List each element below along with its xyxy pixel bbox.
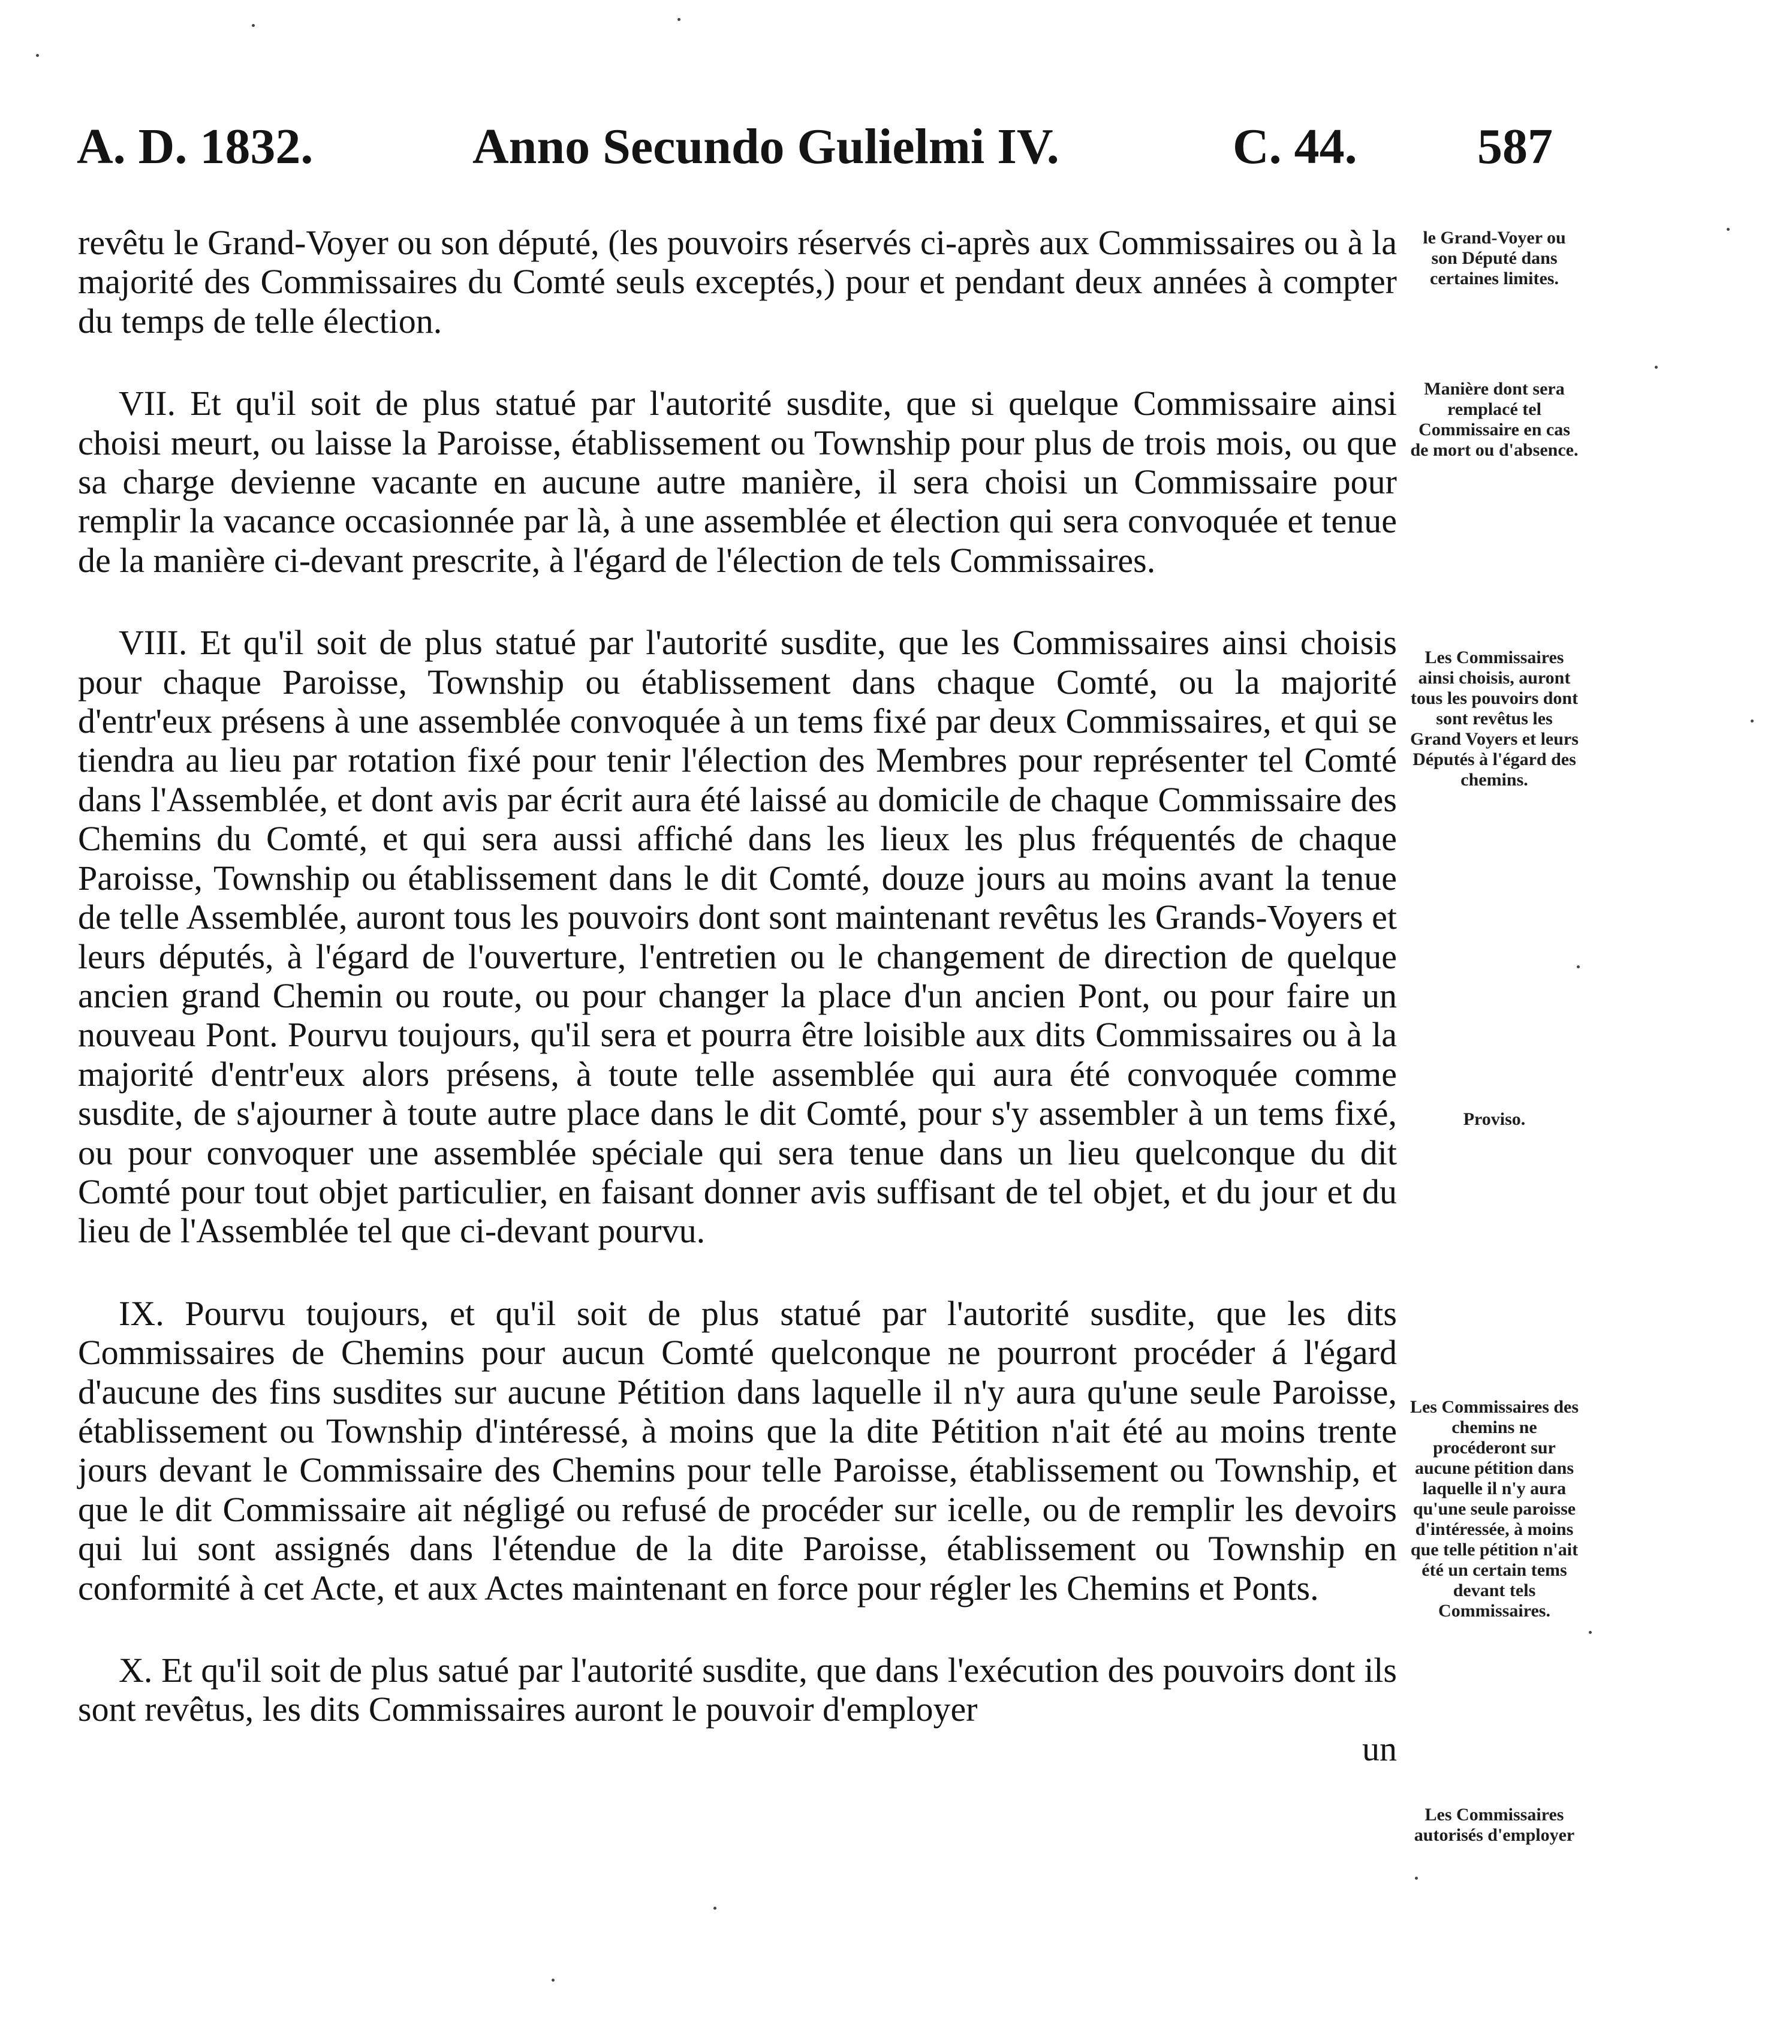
margin-note-petition: Les Commissaires des chemins ne procéderont sur aucune pétition dans laquelle il n'y aura qu'une seule paroisse d'intéressée, à moins que telle pétition n'ait été un certain tems devant tels Commissaires. [1409, 1397, 1579, 1621]
scan-speck [1655, 366, 1658, 369]
scan-speck [1727, 228, 1730, 231]
paragraph-continuation: revêtu le Grand-Voyer ou son député, (les pouvoirs réservés ci-après aux Commissaires ou à la majorité des Commissaires du Comté seuls exceptés,) pour et pendant deux années à compter du temps de telle élection. [78, 223, 1397, 341]
margin-note-grand-voyer: le Grand-Voyer ou son Député dans certaines limites. [1423, 228, 1566, 288]
scan-speck [1751, 720, 1754, 723]
margin-note-proviso: Proviso. [1463, 1109, 1526, 1129]
scan-speck [552, 1979, 555, 1982]
section-vii: VII. Et qu'il soit de plus statué par l'autorité susdite, que si quelque Commissaire ainsi choisi meurt, ou laisse la Paroisse, établissement ou Township pour plus de trois mois, ou que sa charge devienne vacante en aucune autre manière, il sera choisi un Commissaire pour remplir la vacance occasionnée par là, à une assemblée et élection qui sera convoquée et tenue de la manière ci-devant prescrite, à l'égard de l'élection de tels Commissaires. [78, 384, 1397, 580]
margin-note-remplacement: Manière dont sera remplacé tel Commissaire en cas de mort ou d'absence. [1410, 379, 1579, 460]
section-ix: IX. Pourvu toujours, et qu'il soit de plus statué par l'autorité susdite, que les dits Commissaires de Chemins pour aucun Comté quelconque ne pourront procéder á l'égard d'aucune des fins susdites sur aucune Pétition dans laquelle il n'y aura qu'une seule Paroisse, établissement ou Township d'intéressé, à moins que la dite Pétition n'ait été au moins trente jours devant le Commissaire des Chemins pour telle Paroisse, établissement ou Township, et que le dit Commissaire ait négligé ou refusé de procéder sur icelle, ou de remplir les devoirs qui lui sont assignés dans l'étendue de la dite Paroisse, établissement ou Township en conformité à cet Acte, et aux Actes maintenant en force pour régler les Chemins et Ponts. [78, 1293, 1397, 1607]
page-number: 587 [1477, 119, 1553, 174]
header-date: A. D. 1832. [77, 119, 314, 174]
catchword: un [1362, 1729, 1397, 1768]
section-viii: VIII. Et qu'il soit de plus statué par l'autorité susdite, que les Commissaires ainsi choisis pour chaque Paroisse, Township ou établissement dans chaque Comté, ou la majorité d'entr'eux présens à une assemblée convoquée à un tems fixé par deux Commissaires, et qui se tiendra au lieu par rotation fixé pour tenir l'élection des Membres pour représenter tel Comté dans l'Assemblée, et dont avis par écrit aura été laissé au domicile de chaque Commissaire des Chemins du Comté, et qui sera aussi affiché dans les lieux les plus fréquentés de chaque Paroisse, Township ou établissement dans le dit Comté, douze jours au moins avant la tenue de telle Assemblée, auront tous les pouvoirs dont sont maintenant revêtus les Grands-Voyers et leurs députés, à l'égard de l'ouverture, l'entretien ou le changement de direction de quelque ancien grand Chemin ou route, ou pour changer la place d'un ancien Pont, ou pour faire un nouveau Pont. Pourvu toujours, qu'il sera et pourra être loisible aux dits Commissaires ou à la majorité d'entr'eux alors présens, à toute telle assemblée qui aura été convoquée comme susdite, de s'ajourner à toute autre place dans le dit Comté, pour s'y assembler à un tems fixé, ou pour convoquer une assemblée spéciale qui sera tenue dans un lieu quelconque du dit Comté pour tout objet particulier, en faisant donner avis suffisant de tel objet, et du jour et du lieu de l'Assemblée tel que ci-devant pourvu. [78, 623, 1397, 1251]
margin-note-employer: Les Commissaires autorisés d'employer [1414, 1805, 1575, 1845]
scan-speck [1577, 965, 1580, 968]
header-chapter: C. 44. [1233, 119, 1357, 174]
body-text [78, 223, 1397, 1768]
header-title: Anno Secundo Gulielmi IV. [472, 119, 1059, 174]
margin-note-pouvoirs: Les Commissaires ainsi choisis, auront tous les pouvoirs dont sont revêtus les Grand Voyers et leurs Députés à l'égard des chemins. [1410, 648, 1579, 790]
scan-speck [36, 54, 39, 57]
scan-speck [1415, 1877, 1418, 1880]
section-x: X. Et qu'il soit de plus satué par l'autorité susdite, que dans l'exécution des pouvoirs dont ils sont revêtus, les dits Commissaires auront le pouvoir d'employer [78, 1651, 1397, 1729]
scan-speck [713, 1907, 716, 1910]
running-header [77, 111, 1570, 183]
scan-speck [1589, 1631, 1592, 1634]
scan-speck [677, 18, 680, 21]
scan-speck [252, 24, 255, 27]
